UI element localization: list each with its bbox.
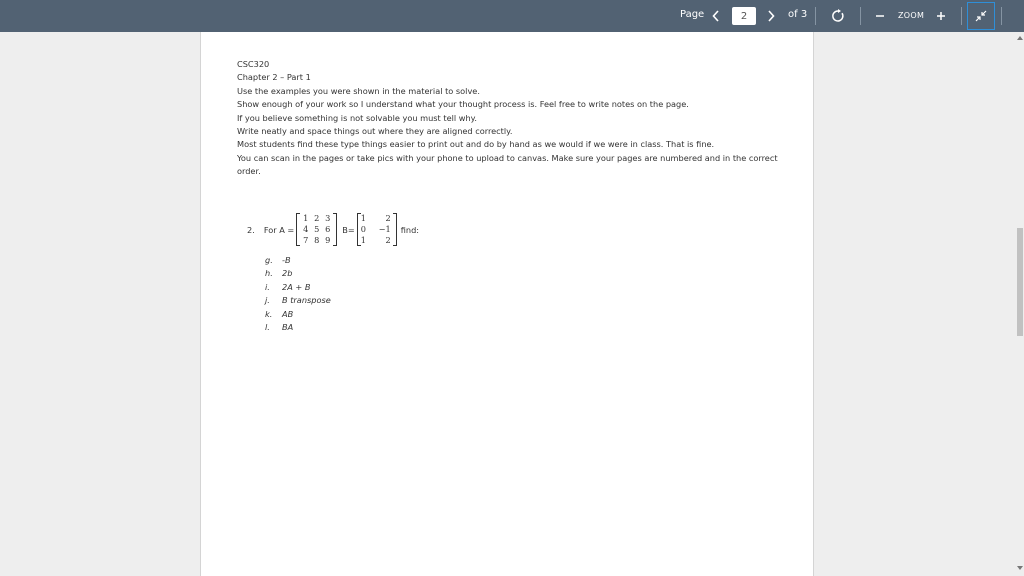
minus-icon xyxy=(875,11,885,21)
plus-icon xyxy=(936,11,946,21)
toolbar-divider xyxy=(815,7,816,25)
course-code: CSC320 xyxy=(237,59,270,69)
matrix-a-cell: 8 xyxy=(314,235,320,245)
matrix-b-cell: 0 xyxy=(360,224,366,234)
matrix-b-cell: 1 xyxy=(360,235,366,245)
chapter-title: Chapter 2 – Part 1 xyxy=(237,72,311,83)
matrix-a-cell: 7 xyxy=(303,235,309,245)
matrix-a-cell: 3 xyxy=(325,213,331,223)
toolbar-divider xyxy=(961,7,962,25)
list-item xyxy=(265,321,331,334)
matrix-a-cell: 6 xyxy=(325,224,331,234)
matrix-b xyxy=(357,213,397,246)
matrix-b-cell: 2 xyxy=(385,213,391,223)
scrollbar-thumb[interactable] xyxy=(1017,228,1023,336)
page-label: Page xyxy=(680,9,705,20)
exit-fullscreen-button[interactable] xyxy=(967,2,995,30)
part-letter: i. xyxy=(265,281,270,292)
matrix-a xyxy=(296,213,337,246)
part-letter: h. xyxy=(265,268,273,279)
list-item xyxy=(265,281,331,294)
matrix-a-cell: 5 xyxy=(314,224,320,234)
matrix-a-cell: 9 xyxy=(325,235,331,245)
part-letter: g. xyxy=(265,255,273,265)
instruction-line: If you believe something is not solvable you must tell why. xyxy=(237,112,477,123)
matrix-b-cell: 1 xyxy=(360,213,366,223)
part-text: B transpose xyxy=(282,295,331,306)
problem-parts-list xyxy=(265,254,331,334)
problem-number: 2. xyxy=(247,224,255,235)
vertical-scrollbar[interactable] xyxy=(1014,32,1024,576)
page-number-input[interactable] xyxy=(732,7,756,25)
instruction-line: You can scan in the pages or take pics with your phone to upload to canvas. Make sure your pages are numbered and in the correct order. xyxy=(237,152,778,177)
list-item xyxy=(265,254,331,267)
matrix-b-cell: −1 xyxy=(378,224,391,234)
part-letter: k. xyxy=(265,308,273,319)
matrix-a-cell: 1 xyxy=(303,213,309,223)
toolbar-divider xyxy=(1001,7,1002,25)
part-text: AB xyxy=(282,308,294,319)
zoom-out-button[interactable] xyxy=(868,4,892,28)
page-count-label: of 3 xyxy=(788,9,808,20)
scroll-down-arrow-icon[interactable] xyxy=(1017,566,1023,570)
part-text: BA xyxy=(282,322,294,333)
matrix-b-cell: 2 xyxy=(385,235,391,245)
part-letter: j. xyxy=(265,295,270,306)
list-item xyxy=(265,294,331,307)
part-text: -B xyxy=(282,255,291,265)
instruction-line: Most students find these type things easier to print out and do by hand as we would if we were in class. That is fine. xyxy=(237,139,715,150)
list-item xyxy=(265,267,331,280)
matrix-a-cell: 2 xyxy=(314,213,320,223)
instruction-line: Use the examples you were shown in the material to solve. xyxy=(237,85,480,96)
collapse-arrows-icon xyxy=(975,10,987,22)
find-label: find: xyxy=(400,224,420,235)
zoom-label: ZOOM xyxy=(898,11,925,20)
scroll-up-arrow-icon[interactable] xyxy=(1017,36,1023,40)
next-page-button[interactable] xyxy=(759,4,783,28)
rotate-icon xyxy=(831,9,845,23)
problem-statement xyxy=(247,213,419,246)
zoom-in-button[interactable] xyxy=(929,4,953,28)
part-text: 2b xyxy=(282,268,293,279)
b-label: B= xyxy=(342,224,355,235)
document-page xyxy=(200,32,814,576)
viewer-toolbar xyxy=(0,0,1024,32)
chevron-left-icon xyxy=(712,10,720,22)
part-letter: l. xyxy=(265,322,270,333)
part-text: 2A + B xyxy=(282,281,311,292)
instruction-line: Show enough of your work so I understand what your thought process is. Feel free to write notes on the page. xyxy=(237,99,689,110)
matrix-a-cell: 4 xyxy=(303,224,309,234)
chevron-right-icon xyxy=(767,10,775,22)
rotate-button[interactable] xyxy=(826,4,850,28)
for-a-label: For A = xyxy=(263,224,295,235)
previous-page-button[interactable] xyxy=(704,4,728,28)
toolbar-divider xyxy=(860,7,861,25)
document-viewer xyxy=(0,32,1024,576)
instruction-line: Write neatly and space things out where they are aligned correctly. xyxy=(237,126,513,137)
instructions-text xyxy=(237,58,785,179)
list-item xyxy=(265,308,331,321)
